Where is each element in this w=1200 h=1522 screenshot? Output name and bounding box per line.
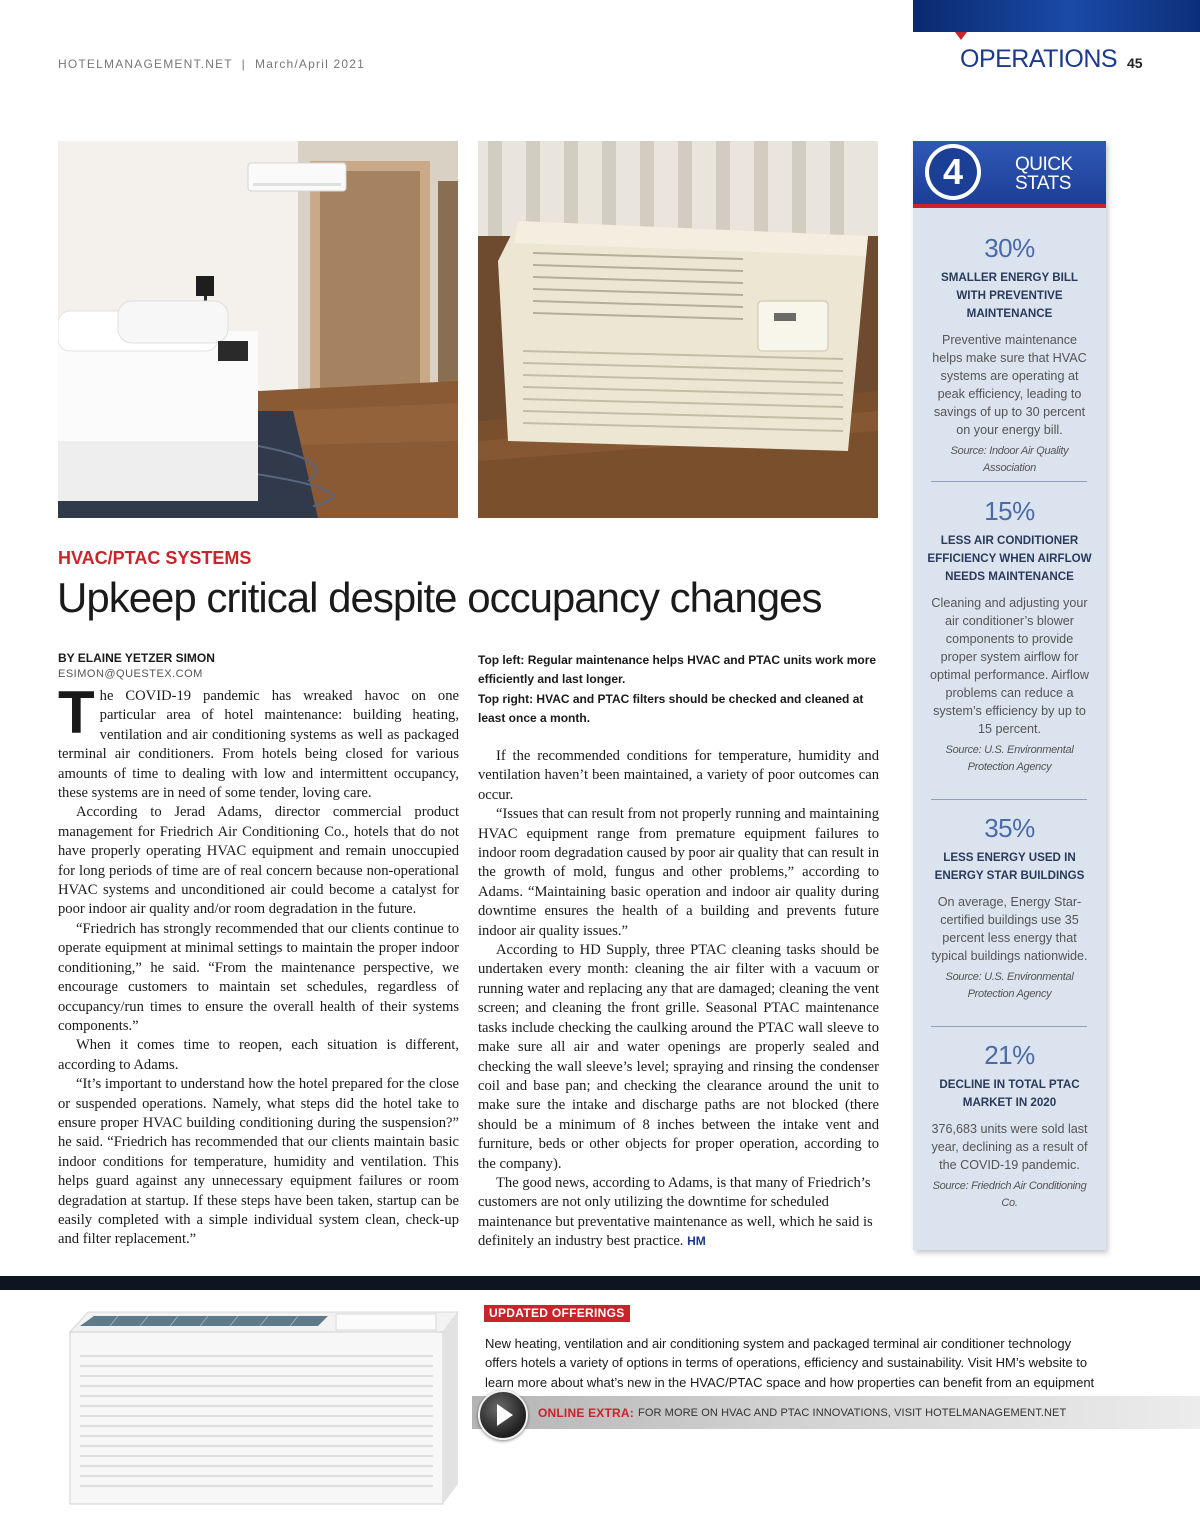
- stat-source: Source: Friedrich Air Conditioning Co.: [932, 1180, 1087, 1209]
- stat-divider: [931, 481, 1087, 482]
- online-extra-label: ONLINE EXTRA:: [538, 1406, 634, 1420]
- paragraph: When it comes time to reopen, each situation is different, according to Adams.: [58, 1037, 459, 1073]
- paragraph: “It’s important to understand how the hotel prepared for the close or suspended operations. Namely, what steps did the hotel take to ensure proper HVAC building conditioning during the suspension?” he said. “Friedrich has recommended that our clients maintain basic indoor conditions for temperature, humidity and ventilation. This helps guard against any unnecessary equipment failures or room degradation at startup. If these steps have been taken, startup can be easily completed with a simple individual system clean, check-up and filter replacement.”: [58, 1076, 459, 1248]
- article-headline: Upkeep critical despite occupancy changes: [57, 574, 822, 621]
- ptac-unit-photo: [478, 141, 878, 518]
- byline: BY ELAINE YETZER SIMON: [58, 651, 215, 665]
- stat-label: DECLINE IN TOTAL PTAC MARKET IN 2020: [939, 1078, 1080, 1109]
- stat-source: Source: U.S. Environmental Protection Agency: [945, 971, 1074, 1000]
- updated-offerings-text: New heating, ventilation and air conditioning system and packaged terminal air conditioner technology offers hotels a variety of options in terms of operations, efficiency and sustainability. Visit HM’s website to learn more about what’s new in the HVAC/PTAC space and how properties can benefit from an equipment: [485, 1336, 1095, 1390]
- stat-label: SMALLER ENERGY BILL WITH PREVENTIVE MAINTENANCE: [941, 271, 1078, 320]
- paragraph: “Issues that can result from not properly running and maintaining HVAC equipment range from premature equipment failures to indoor room degradation caused by poor air quality that can result in the growth of mold, fungus and other problems,” according to Adams. “Maintaining basic operation and indoor air quality during downtime ensures the health of a building and prevents future indoor air quality issues.”: [478, 806, 879, 939]
- caption-top-right: Top right: HVAC and PTAC filters should be checked and cleaned at least once a month.: [478, 691, 864, 726]
- stat-block: [927, 1040, 1092, 1212]
- paragraph: The COVID-19 pandemic has wreaked havoc on one particular area of hotel maintenance: building heating, ventilation and air conditioning systems as well as packaged terminal air conditioners. From hotels being closed for various amounts of time to dealing with low and intermittent occupancy, these systems are in need of some tender, loving care.: [58, 679, 459, 802]
- stat-block: [927, 496, 1092, 776]
- stat-divider: [931, 799, 1087, 800]
- hotel-room-photo: [58, 141, 458, 518]
- article-column-2: [478, 747, 879, 1252]
- stat-label: LESS ENERGY USED IN ENERGY STAR BUILDINGS: [934, 851, 1085, 882]
- author-email: ESIMON@QUESTEX.COM: [58, 668, 203, 680]
- stat-value: 15%: [984, 496, 1035, 526]
- paragraph: “Friedrich has strongly recommended that our clients continue to operate equipment at minimal settings to maintain the proper indoor conditioning,” he said. “From the maintenance perspective, we encourage customers to maintain set schedules, regardless of occupancy/run times to ensure the overall health of their systems components.”: [58, 920, 459, 1034]
- stats-number: 4: [929, 148, 977, 196]
- section-title: OPERATIONS: [960, 45, 1118, 73]
- caption-top-left: Top left: Regular maintenance helps HVAC and PTAC units work more efficiently and last longer.: [478, 653, 877, 687]
- photo-captions: [478, 651, 878, 729]
- play-icon[interactable]: [478, 1390, 528, 1440]
- ptac-product-photo: [58, 1306, 470, 1506]
- article-kicker: HVAC/PTAC SYSTEMS: [58, 548, 252, 568]
- publication-header: HOTELMANAGEMENT.NET | March/April 2021: [58, 57, 365, 71]
- page-number: 45: [1127, 55, 1143, 71]
- header-notch: [955, 32, 967, 40]
- end-mark: HM: [687, 1234, 706, 1249]
- stat-source: Source: Indoor Air Quality Association: [950, 445, 1069, 474]
- stat-label: LESS AIR CONDITIONER EFFICIENCY WHEN AIRFLOW NEEDS MAINTENANCE: [927, 534, 1092, 583]
- paragraph: The good news, according to Adams, is that many of Friedrich’s customers are not only utilizing the downtime for scheduled maintenance but preventative maintenance as well, which he said is definitely an industry best practice. HM: [478, 1174, 873, 1250]
- paragraph: According to Jerad Adams, director commercial product management for Friedrich Air Conditioning Co., hotels that do not have properly operating HVAC equipment and remain unoccupied for long periods of time are of real concern because non-operational HVAC systems and unconditioned air could become a catalyst for poor indoor air quality and/or room degradation in the future.: [58, 804, 459, 918]
- stat-description: Cleaning and adjusting your air conditioner’s blower components to provide proper system airflow for optimal performance. Airflow problems can reduce a system’s efficiency by up to 15 percent.: [930, 596, 1089, 736]
- stat-value: 30%: [984, 233, 1035, 263]
- stat-value: 35%: [984, 813, 1035, 843]
- stat-description: Preventive maintenance helps make sure that HVAC systems are operating at peak efficiency, leading to savings of up to 30 percent on your energy bill.: [932, 333, 1087, 437]
- paragraph: If the recommended conditions for temperature, humidity and ventilation haven’t been maintained, a variety of poor outcomes can occur.: [478, 748, 879, 803]
- stat-description: On average, Energy Star-certified buildings use 35 percent less energy that typical buildings nationwide.: [931, 895, 1088, 963]
- stat-description: 376,683 units were sold last year, declining as a result of the COVID-19 pandemic.: [931, 1122, 1088, 1172]
- header-color-bar: [913, 0, 1200, 32]
- quick-stats-sidebar: [913, 141, 1106, 1250]
- updated-offerings-tag: UPDATED OFFERINGS: [484, 1305, 630, 1322]
- stat-source: Source: U.S. Environmental Protection Agency: [945, 744, 1074, 773]
- paragraph: According to HD Supply, three PTAC cleaning tasks should be undertaken every month: cleaning the air filter with a vacuum or running water and replacing any that are damaged; cleaning the vent screen; and cleaning the front grille. Seasonal PTAC maintenance tasks include checking the caulking around the PTAC wall sleeve to make sure all air and water openings are properly sealed and checking the wall sleeve’s level; spraying and rinsing the condenser coil and base pan; and checking the clearance around the unit to make sure the intake and discharge paths are not blocked (there should be a minimum of 8 inches between the intake vent and furniture, beds or other objects for proper operation, according to the company).: [478, 942, 879, 1172]
- sidebar-header: [913, 141, 1106, 204]
- sidebar-title: QUICK STATS: [1015, 154, 1073, 194]
- stat-block: [927, 813, 1092, 1003]
- article-column-1: [58, 679, 459, 1250]
- stat-value: 21%: [984, 1040, 1035, 1070]
- stat-divider: [931, 1026, 1087, 1027]
- sidebar-red-rule: [913, 204, 1106, 208]
- drop-cap: T: [58, 679, 95, 746]
- stat-block: [927, 233, 1092, 477]
- footer-divider-bar: [0, 1276, 1200, 1290]
- online-extra-link[interactable]: FOR MORE ON HVAC AND PTAC INNOVATIONS, VISIT HOTELMANAGEMENT.NET: [638, 1407, 1067, 1419]
